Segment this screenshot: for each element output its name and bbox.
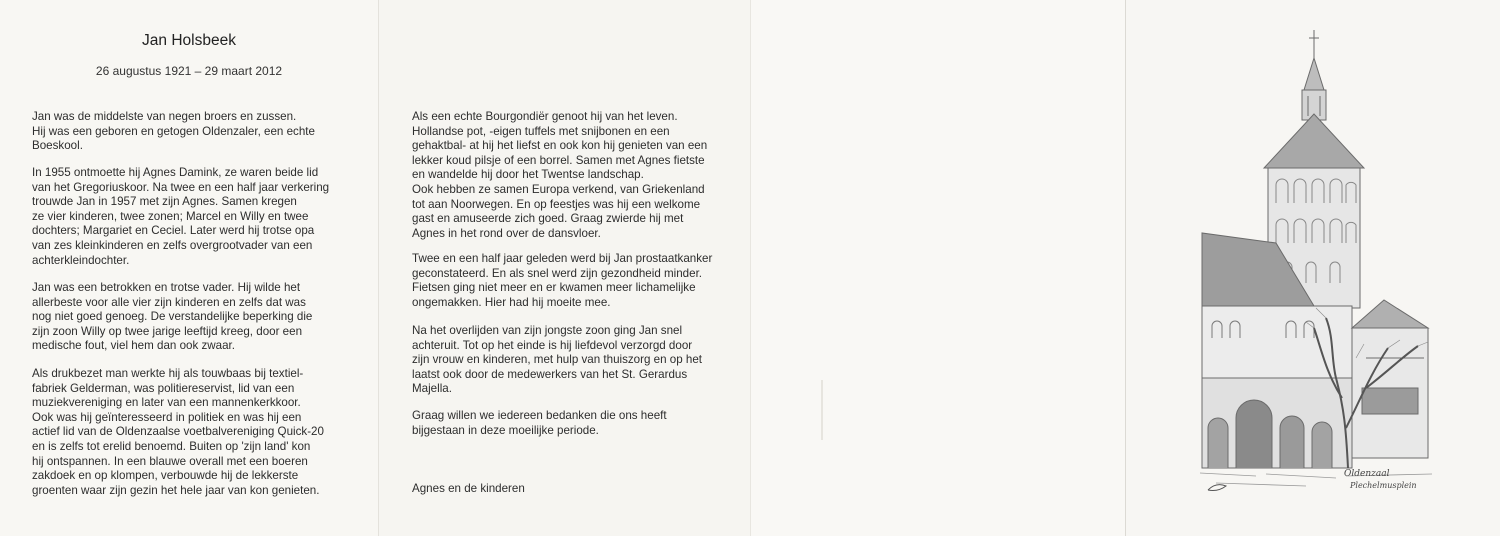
- paragraph-work: Als drukbezet man werkte hij als touwbaas bij textiel- fabriek Gelderman, was politiereservist, lid van een muziekvereniging en later van een mannenkerkkoor. Ook was hij geïnteresseerd in politiek en was hij een actief lid van de Oldenzaalse voetbalvereniging Quick-20 en is zelfs tot erelid benoemd. Buiten op 'zijn land' kon hij ontspannen. In een blauwe overall met een boeren zakdoek en op klompen, verbouwde hij de lekkerste groenten waar zijn gezin het hele jaar van kon genieten.: [32, 367, 324, 497]
- middle-panel: [378, 0, 751, 536]
- paragraph-illness: Twee en een half jaar geleden werd bij Jan prostaatkanker geconstateerd. En als snel werd zijn gezondheid minder. Fietsen ging niet meer en er kwamen meer lichamelijke ongemakken. Hier had hij moeite mee.: [412, 252, 713, 309]
- artist-mark: [1208, 485, 1226, 491]
- left-panel: [0, 0, 378, 536]
- paragraph-marriage: In 1955 ontmoette hij Agnes Damink, ze waren beide lid van het Gregoriuskoor. Na twee en een half jaar verkering trouwde Jan in 1957 met zijn Agnes. Samen kregen ze vier kinderen, twee zonen; Marcel en Willy en twee dochters; Margariet en Ceciel. Later werd hij trotse opa van zes kleinkinderen en zelfs overgrootvader van een achterkleindochter.: [32, 166, 330, 267]
- drawing-caption-line1: Oldenzaal: [1344, 469, 1390, 479]
- drawing-caption-line2: Plechelmusplein: [1350, 481, 1417, 490]
- blank-panel: [750, 0, 1126, 536]
- spire: [1304, 58, 1324, 90]
- paragraph-life: Als een echte Bourgondiër genoot hij van het leven. Hollandse pot, -eigen tuffels met snijbonen en een gehaktbal- at hij het liefst en ook kon hij genieten van een lekker koud pilsje of een borrel. Samen met Agnes fietste en wandelde hij door het Twentse landschap. Ook hebben ze samen Europa verkend, van Griekenland tot aan Noorwegen. En op feestjes was hij een welkome gast en amuseerde zich goed. Graag zwierde hij met Agnes in het rond over de dansvloer.: [412, 110, 708, 240]
- paragraph-father: Jan was een betrokken en trotse vader. Hij wilde het allerbeste voor alle vier zijn kinderen en zelfs dat was nog niet goed genoeg. De verstandelijke beperking die zijn zoon Willy op twee jarige leeftijd kreeg, door een medische fout, viel hem dan ook zwaar.: [32, 281, 313, 353]
- paragraph-thanks: Graag willen we iedereen bedanken die ons heeft bijgestaan in deze moeilijke periode.: [412, 409, 667, 437]
- tower-roof: [1264, 114, 1364, 168]
- signature: Agnes en de kinderen: [412, 482, 525, 495]
- life-dates: 26 augustus 1921 – 29 maart 2012: [95, 64, 283, 78]
- main-door: [1236, 400, 1272, 468]
- paragraph-care: Na het overlijden van zijn jongste zoon ging Jan snel achteruit. Tot op het einde is hij liefdevol verzorgd door zijn vrouw en kinderen, met hulp van thuiszorg en op het laatst ook door de medewerkers van het St. Gerardus Majella.: [412, 324, 703, 396]
- deceased-name: Jan Holsbeek: [142, 32, 236, 49]
- paragraph-family: Jan was de middelste van negen broers en zussen. Hij was een geboren en getogen Oldenzaler, een echte Boeskool.: [32, 110, 315, 153]
- fold-mark: [821, 380, 823, 440]
- drawing-panel: [1125, 0, 1500, 536]
- church-sketch: [1196, 28, 1441, 498]
